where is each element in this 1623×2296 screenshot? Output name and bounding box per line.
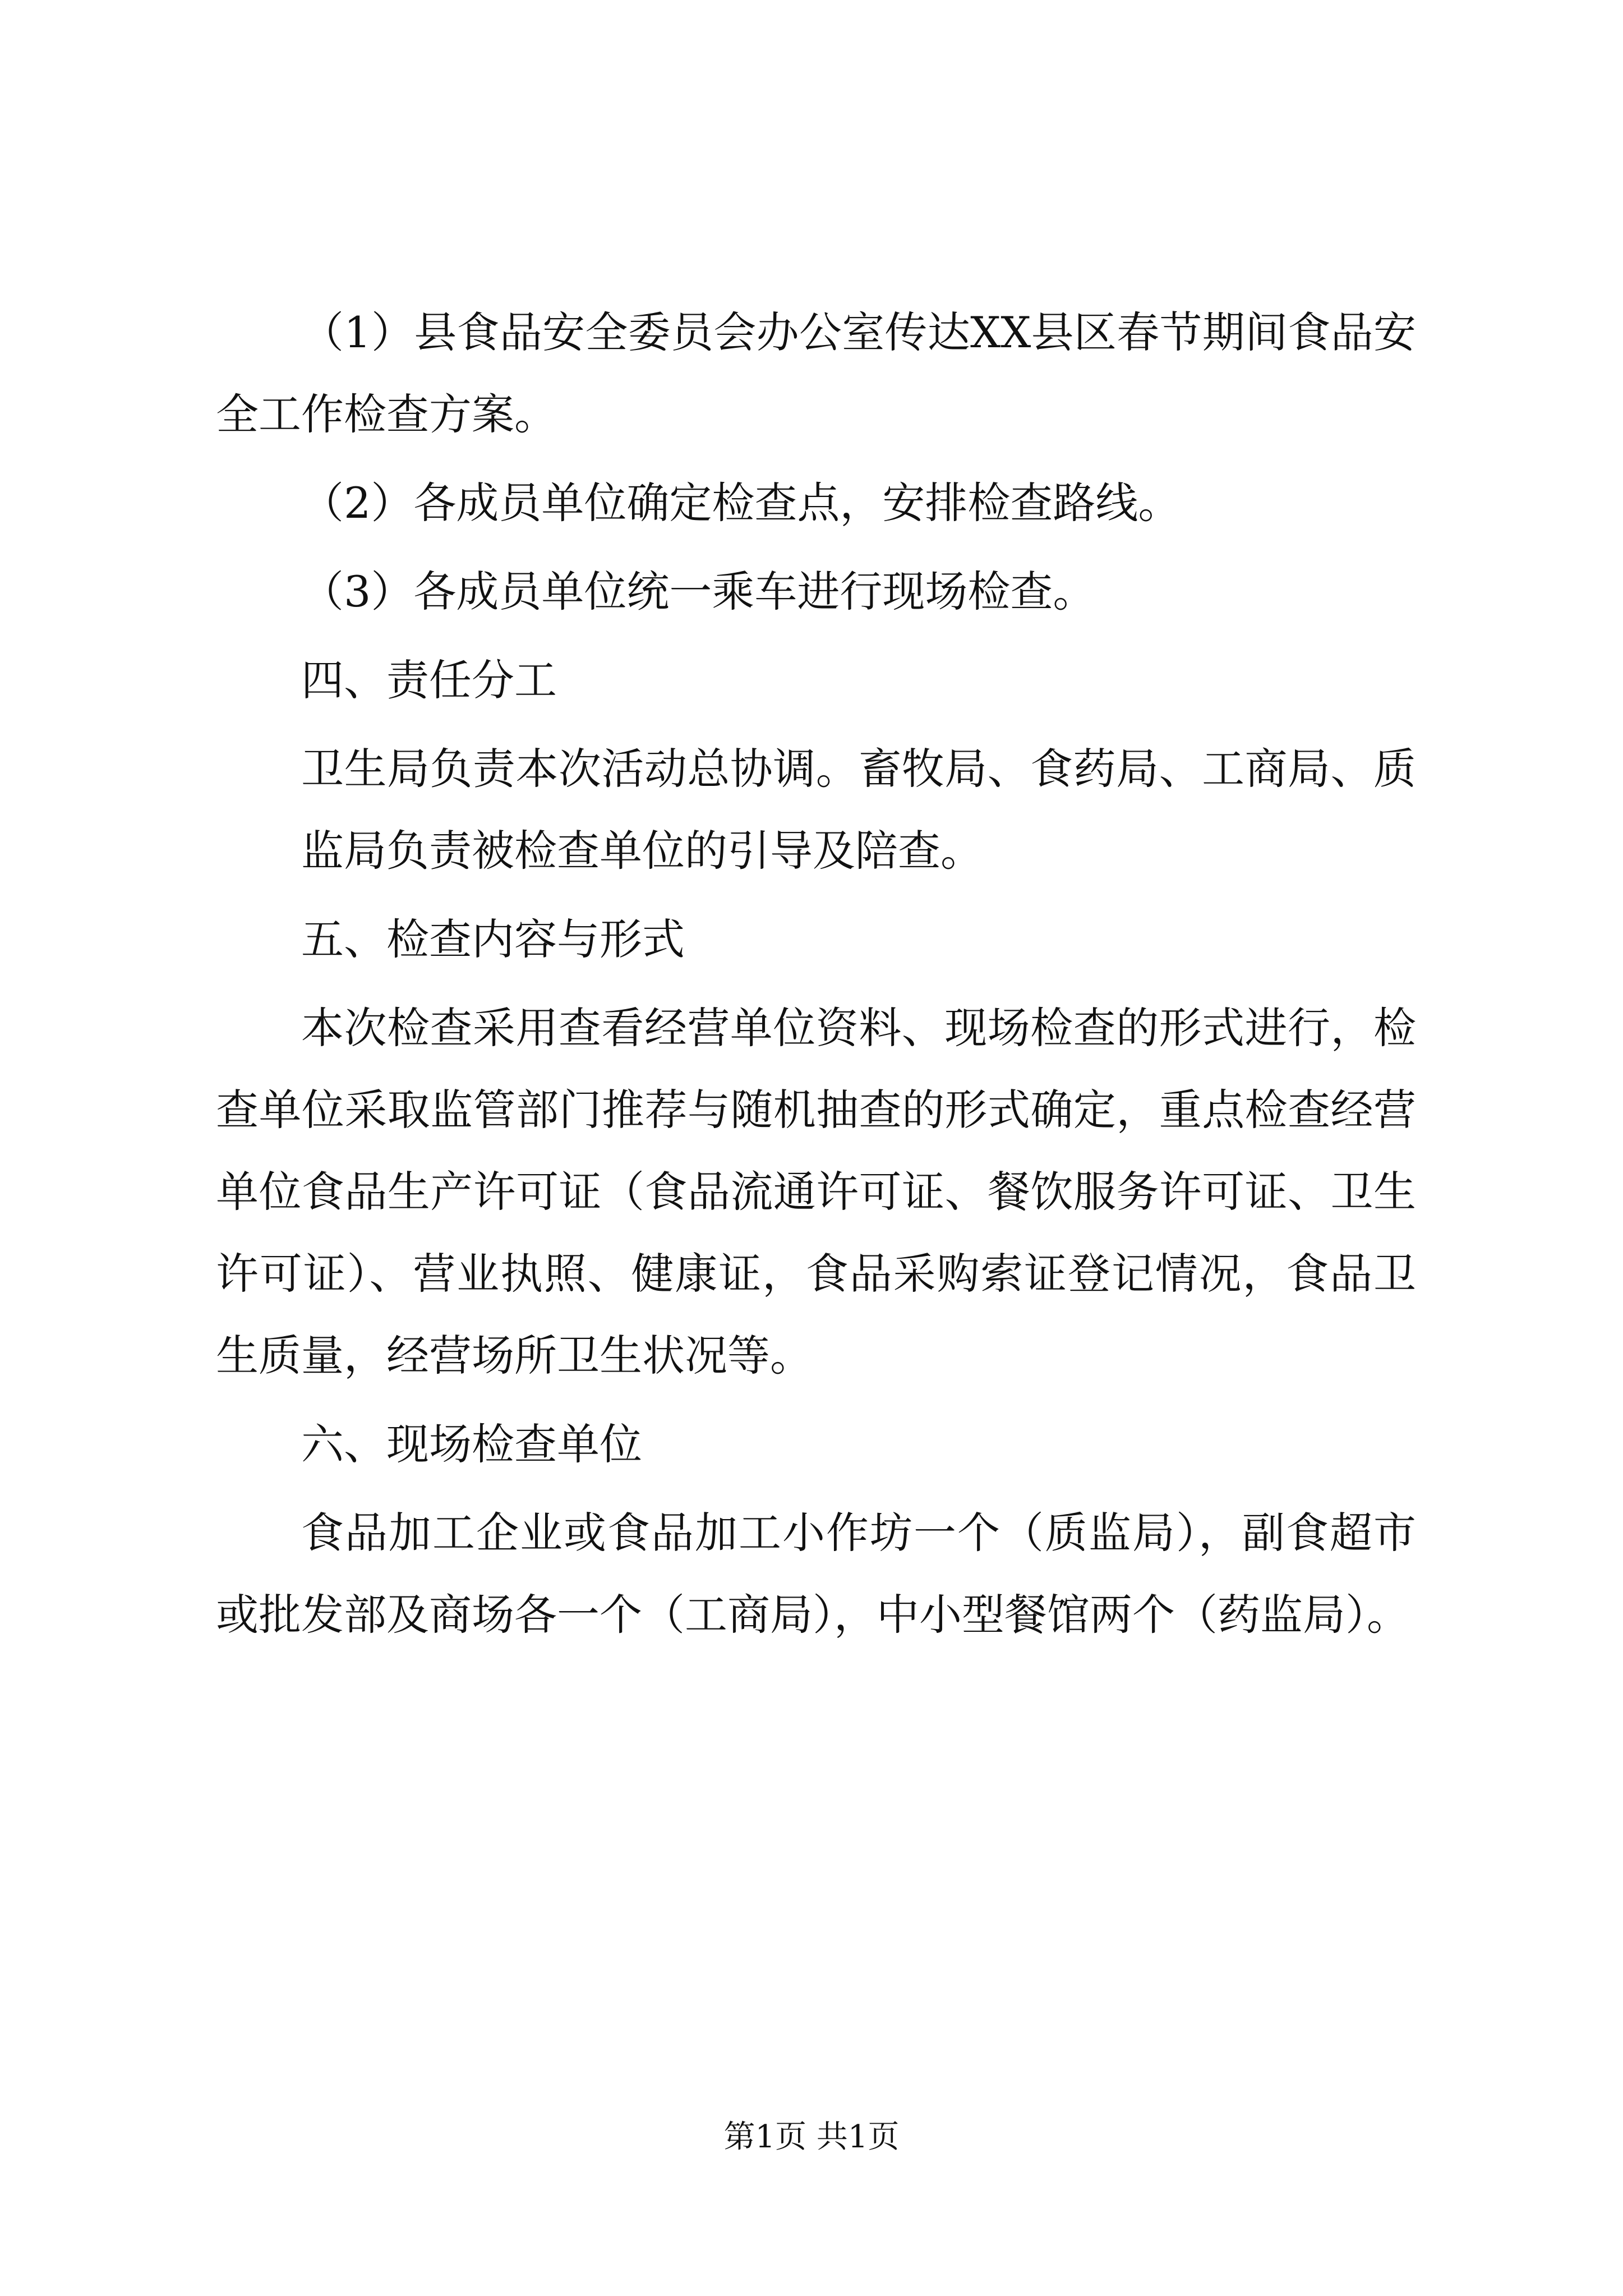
- step-3-paragraph: （3）各成员单位统一乘车进行现场检查。: [301, 567, 1096, 616]
- responsibility-paragraph: 卫生局负责本次活动总协调。畜牧局、食药局、工商局、质监局负责被检查单位的引导及陪查。: [301, 744, 1416, 876]
- inspection-units-paragraph: 食品加工企业或食品加工小作坊一个（质监局），副食超市或批发部及商场各一个（工商局），中小型餐馆两个（药监局）。: [216, 1508, 1416, 1640]
- section-heading-responsibility: 四、责任分工: [301, 655, 557, 705]
- document-body: [216, 292, 1416, 1656]
- section-heading-content-form: 五、检查内容与形式: [301, 914, 685, 964]
- content-form-paragraph: 本次检查采用查看经营单位资料、现场检查的形式进行，检查单位采取监管部门推荐与随机抽查的形式确定，重点检查经营单位食品生产许可证（食品流通许可证、餐饮服务许可证、卫生许可证）、营业执照、健康证，食品采购索证登记情况，食品卫生质量，经营场所卫生状况等。: [216, 1003, 1416, 1381]
- step-1-paragraph: （1）县食品安全委员会办公室传达XX县区春节期间食品安全工作检查方案。: [216, 307, 1416, 439]
- section-heading-inspection-units: 六、现场检查单位: [301, 1419, 642, 1469]
- step-2-paragraph: （2）各成员单位确定检查点，安排检查路线。: [301, 478, 1181, 528]
- page-footer: 第1页 共1页: [723, 2119, 900, 2155]
